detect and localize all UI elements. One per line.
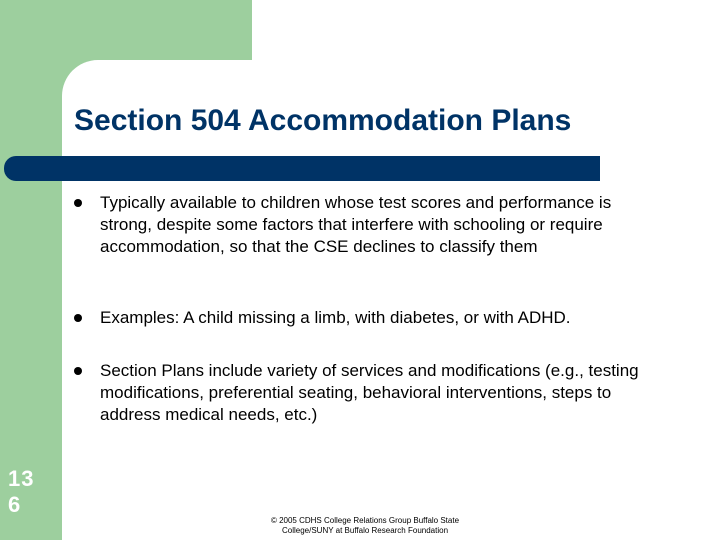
bullet-text: Typically available to children whose test scores and performance is strong, despite some factors that interfere with schooling or require accommodation, so that the CSE declines to classify them xyxy=(100,193,612,256)
bullet-icon xyxy=(74,314,82,322)
bullet-icon xyxy=(74,367,82,375)
footer-line2: College/SUNY at Buffalo Research Foundation xyxy=(281,526,449,535)
slide-number-line2: 6 xyxy=(8,492,22,517)
title-underline-bar xyxy=(4,156,600,181)
bullet-item xyxy=(74,360,674,426)
bullet-item xyxy=(74,192,674,258)
footer-line1: © 2005 CDHS College Relations Group Buffalo State xyxy=(270,516,460,525)
bullet-item xyxy=(74,307,674,329)
footer-copyright xyxy=(240,516,490,536)
bullet-text: Section Plans include variety of services and modifications (e.g., testing modifications, preferential seating, behavioral interventions, steps to address medical needs, etc.) xyxy=(100,361,639,424)
slide-number-line1: 13 xyxy=(8,466,35,491)
slide-title: Section 504 Accommodation Plans xyxy=(74,104,572,137)
green-left-band xyxy=(0,0,62,540)
slide-number xyxy=(8,466,52,518)
bullet-text: Examples: A child missing a limb, with diabetes, or with ADHD. xyxy=(100,308,571,327)
bullet-icon xyxy=(74,199,82,207)
